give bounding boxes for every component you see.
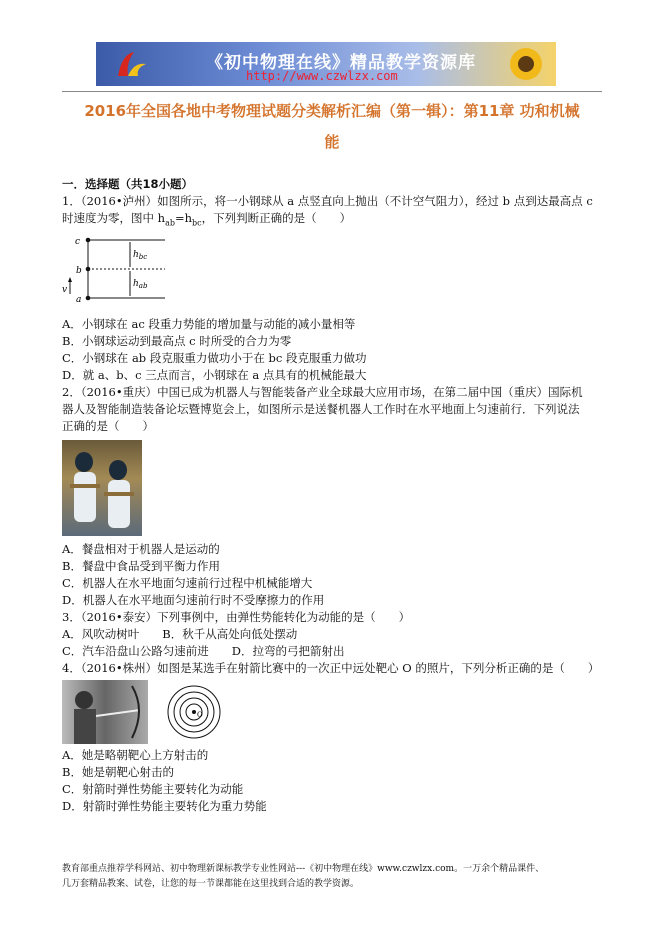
q2-line-3: 正确的是（ ）: [62, 419, 154, 433]
q4-option-d: D．射箭时弹性势能主要转化为重力势能: [62, 799, 267, 813]
footer-line-2: 几万套精品教案、试卷，让您的每一节课都能在这里找到合适的教学资源。: [62, 879, 360, 889]
point-a-label: a: [76, 295, 82, 304]
q2-option-c: C．机器人在水平地面匀速前行过程中机械能增大: [62, 576, 313, 590]
q2-option-b: B．餐盘中食品受到平衡力作用: [62, 559, 220, 573]
q1-figure: [60, 232, 170, 304]
q2-option-a: A．餐盘相对于机器人是运动的: [62, 542, 220, 556]
archer-photo: [62, 680, 148, 744]
point-b-label: b: [76, 266, 82, 276]
q2-line-2: 器人及智能制造装备论坛暨博览会上，如图所示是送餐机器人工作时在水平地面上匀速前行．下列说法: [62, 402, 580, 416]
q1-line-2: 时速度为零，图中 $h_{ab}=h_{bc}$，下列判断正确的是（ ）: [62, 211, 352, 228]
section-heading: 一．选择题（共18小题）: [62, 177, 194, 191]
q4-line-1: 4．（2016•株州）如图是某选手在射箭比赛中的一次正中远处靶心 O 的照片，下列分析正确的是（ ）: [62, 661, 600, 675]
robot-photo: [62, 440, 142, 536]
point-c-label: c: [75, 237, 81, 247]
velocity-label: v: [62, 285, 68, 295]
q1-option-c: C．小钢球在 ab 段克服重力做功小于在 bc 段克服重力做功: [62, 351, 367, 365]
logo-icon: [114, 48, 148, 80]
q1-option-b: B．小钢球运动到最高点 c 时所受的合力为零: [62, 334, 292, 348]
hab-label: $h_{ab}$: [133, 279, 148, 290]
q4-option-b: B．她是朝靶心射击的: [62, 765, 174, 779]
footer-line-1: 教育部重点推荐学科网站、初中物理新课标教学专业性网站---《初中物理在线》www.czwlzx.com。一万余个精品课件、: [62, 864, 545, 874]
target-figure: [166, 684, 222, 740]
q2-line-1: 2．（2016•重庆）中国已成为机器人与智能装备产业全球最大应用市场，在第二届中国（重庆）国际机: [62, 385, 583, 399]
q4-option-a: A．她是略朝靶心上方射击的: [62, 748, 209, 762]
document-title: [62, 96, 602, 158]
banner-title: 《初中物理在线》精品教学资源库: [206, 53, 476, 73]
q3-options-row-1: A．风吹动树叶 B．秋千从高处向低处摆动: [62, 627, 298, 641]
target-center-label: O: [197, 711, 203, 719]
q3-line-1: 3．（2016•泰安）下列事例中，由弹性势能转化为动能的是（ ）: [62, 610, 411, 624]
q4-option-c: C．射箭时弹性势能主要转化为动能: [62, 782, 244, 796]
footer: [62, 862, 602, 892]
document-title-line-2: 能: [324, 133, 340, 151]
document-title-line-1: 2016年全国各地中考物理试题分类解析汇编（第一辑）：第11章 功和机械: [84, 102, 580, 120]
q1-line-1: 1．（2016•泸州）如图所示，将一小钢球从 a 点竖直向上抛出（不计空气阻力），经过 b 点到达最高点 c: [62, 194, 593, 208]
q3-options-row-2: C．汽车沿盘山公路匀速前进 D．拉弯的弓把箭射出: [62, 644, 345, 658]
q1-option-d: D．就 a、b、c 三点而言，小钢球在 a 点具有的机械能最大: [62, 368, 367, 382]
banner-url[interactable]: http://www.czwlzx.com: [246, 69, 398, 83]
q1-option-a: A．小钢球在 ac 段重力势能的增加量与动能的减小量相等: [62, 317, 356, 331]
sunflower-icon: [506, 44, 546, 84]
hbc-label: $h_{bc}$: [133, 250, 148, 261]
header-rule: [62, 91, 602, 92]
q2-option-d: D．机器人在水平地面匀速前行时不受摩擦力的作用: [62, 593, 325, 607]
header-banner: [96, 42, 556, 86]
